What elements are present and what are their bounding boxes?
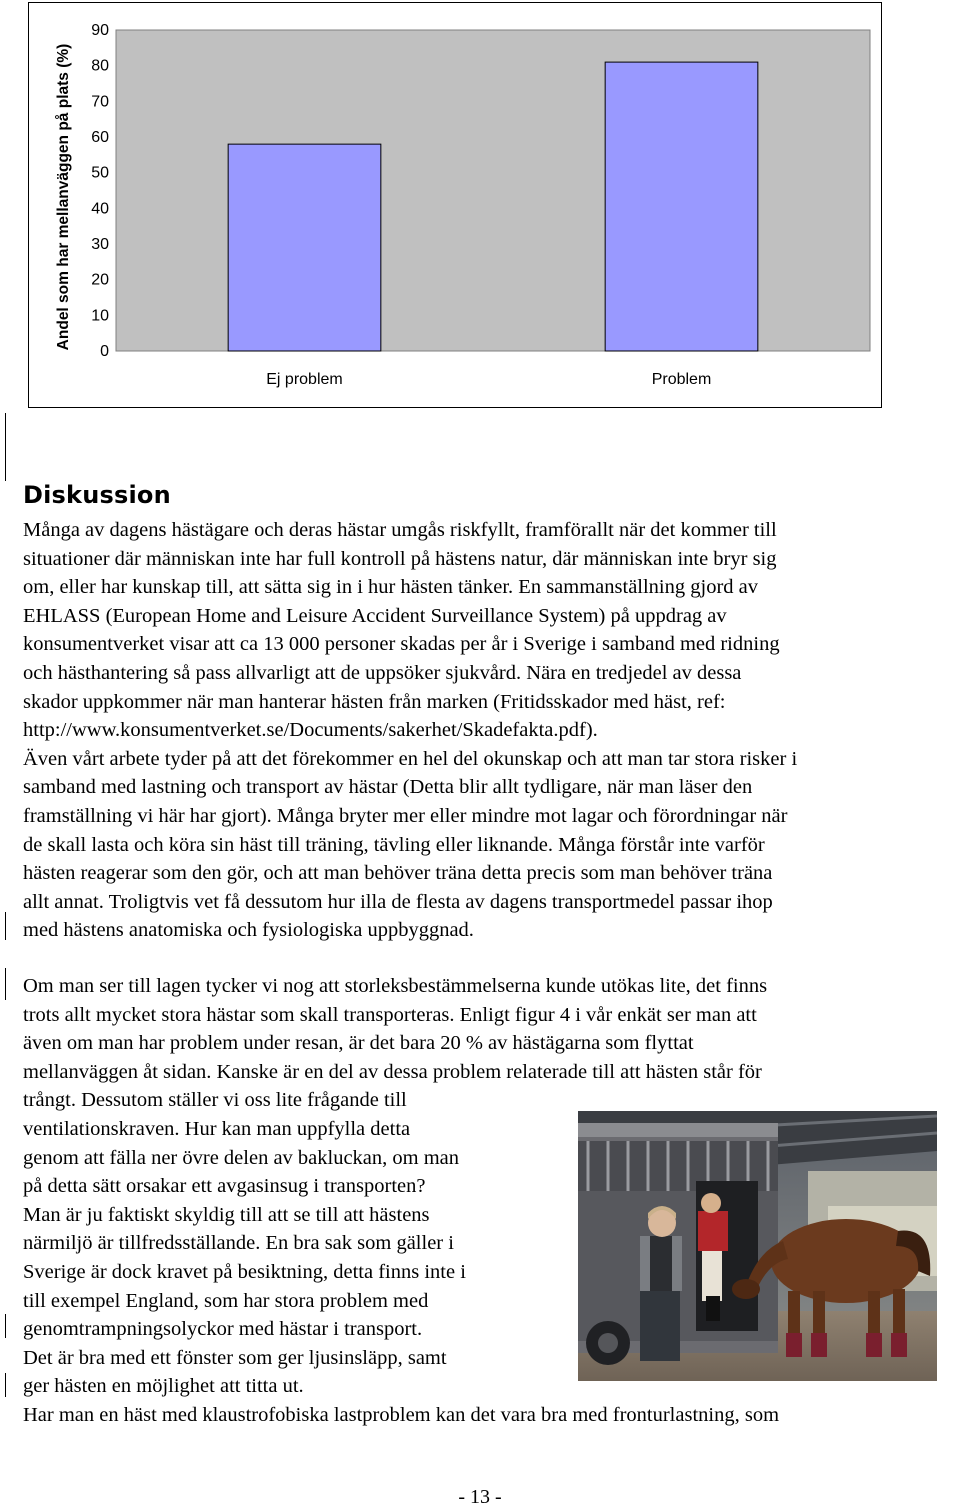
text-line: mellanväggen åt sidan. Kanske är en del av dessa problem relaterade till att hästen står för [23,1060,762,1083]
text-line: de skall lasta och köra sin häst till träning, tävling eller liknande. Många förstår inte varför [23,833,765,856]
text-line: ger hästen en möjlighet att titta ut. [23,1375,304,1398]
text-line: på detta sätt orsakar ett avgasinsug i transporten? [23,1175,426,1198]
text-line: om, eller har kunskap till, att sätta sig in i hur hästen tänker. En sammanställning gjord av [23,576,758,599]
y-tick-label: 80 [91,57,109,75]
y-tick-label: 0 [100,343,109,360]
revision-mark [5,912,6,940]
x-category-label: Ej problem [266,371,343,388]
y-tick-label: 60 [91,129,109,146]
y-tick-label: 70 [91,93,109,111]
bar-2 [605,62,758,351]
text-line: genomtrampningsolyckor med hästar i transport. [23,1318,423,1341]
text-line: skador uppkommer när man hanterar hästen från marken (Fritidsskador med häst, ref: [23,690,726,713]
text-line: konsumentverket visar att ca 13 000 personer skadas per år i Sverige i samband med ridning [23,633,780,656]
text-line: genom att fälla ner övre delen av bakluckan, om man [23,1146,460,1169]
text-line: framställning vi här har gjort). Många bryter mer eller mindre mot lagar och förordningar när [23,804,788,827]
text-line: allt annat. Troligtvis vet få dessutom hur illa de flesta av dagens transportmedel passar ihop [23,890,773,913]
revision-mark [5,1314,6,1338]
horse-trailer-photo [578,1111,937,1381]
text-line: Även vårt arbete tyder på att det förekommer en hel del okunskap och att man tar stora risker i [23,747,798,770]
text-line: ventilationskraven. Hur kan man uppfylla detta [23,1117,411,1140]
bar-chart [28,2,882,408]
bar-1 [228,144,381,351]
text-line: Man är ju faktiskt skyldig till att se till att hästens [23,1203,430,1226]
revision-mark [5,413,6,481]
y-tick-label: 10 [91,307,109,325]
text-line: Sverige är dock kravet på besiktning, detta finns inte i [23,1260,466,1283]
y-tick-label: 40 [91,200,109,218]
y-tick-label: 20 [91,271,109,289]
text-line: Många av dagens hästägare och deras hästar umgås riskfyllt, framförallt när det kommer till [23,519,777,541]
text-line: situationer där människan inte har full kontroll på hästens natur, där människan inte bryr sig [23,547,777,570]
text-line: Om man ser till lagen tycker vi nog att storleksbestämmelserna kunde utökas lite, det finns [23,975,768,997]
text-line: samband med lastning och transport av hästar (Detta blir allt tydligare, när man läser den [23,776,753,799]
text-line: http://www.konsumentverket.se/Documents/sakerhet/Skadefakta.pdf). [23,719,598,742]
y-tick-label: 50 [91,164,109,182]
text-line: hästen reagerar som den gör, och att man behöver träna detta precis som man behöver träna [23,862,773,885]
text-line: till exempel England, som har stora problem med [23,1289,429,1312]
text-line: och hästhantering så pass allvarligt att de uppsöker sjukvård. Nära en tredjedel av dessa [23,661,742,684]
page-number: - 13 - [458,1486,502,1508]
text-line: Det är bra med ett fönster som ger ljusinsläpp, samt [23,1346,447,1369]
text-line: med hästens anatomiska och fysiologiska uppbyggnad. [23,919,474,942]
paragraph-discussion-1 [23,516,797,945]
chart-svg [29,3,881,407]
text-line: närmiljö är tillfredsställande. En bra sak som gäller i [23,1232,454,1255]
section-heading: Diskussion [23,481,171,509]
text-line: trots allt mycket stora hästar som skall transporteras. Enligt figur 4 i vår enkät ser man att [23,1003,757,1026]
text-line: även om man har problem under resan, är det bara 20 % av hästägarna som flyttat [23,1032,694,1055]
text-line: EHLASS (European Home and Leisure Accident Surveillance System) på uppdrag av [23,604,727,627]
y-axis-label: Andel som har mellanväggen på plats (%) [55,43,72,351]
text-line: trångt. Dessutom ställer vi oss lite frågande till [23,1089,407,1112]
text-line: Har man en häst med klaustrofobiska lastproblem kan det vara bra med fronturlastning, som [23,1403,780,1426]
x-category-label: Problem [651,371,712,388]
revision-mark [5,968,6,1000]
y-tick-label: 90 [91,22,109,39]
revision-mark [5,1373,6,1397]
y-tick-label: 30 [91,236,109,253]
